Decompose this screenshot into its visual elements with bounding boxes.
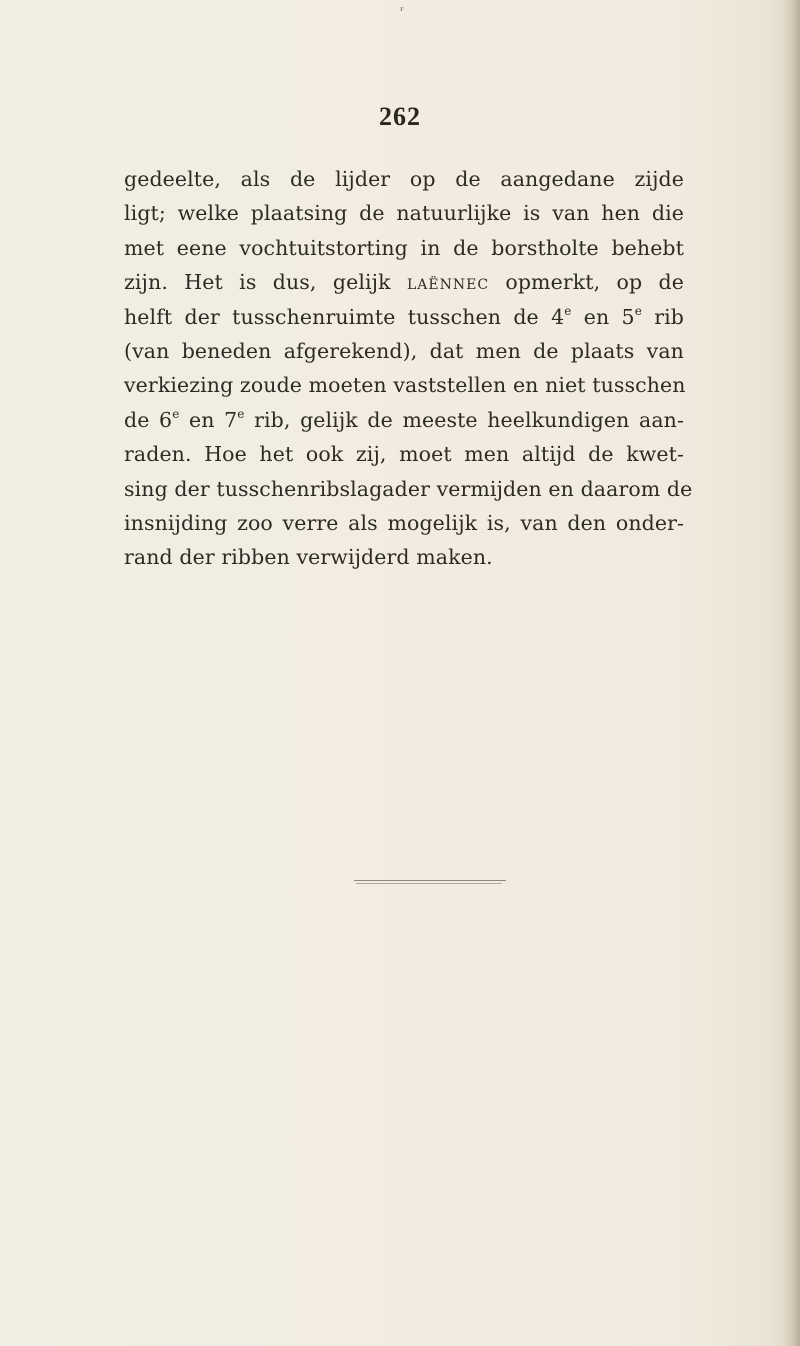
text-line: gedeelte, als de lijder op de aangedane zijde — [124, 167, 684, 191]
text-line: met eene vochtuitstorting in de borstholte behebt — [124, 235, 684, 260]
page-number: 262 — [379, 102, 421, 131]
text-fragment: rib, gelijk de meeste heelkundigen aan- — [244, 407, 684, 432]
text-fragment: rib — [641, 304, 684, 329]
page-edge-shadow — [782, 0, 800, 1346]
ordinal-superscript: e — [172, 406, 180, 421]
text-line: rand der ribben verwijderd maken. — [124, 545, 493, 570]
text-fragment: en 7 — [179, 407, 238, 432]
text-fragment: de 6 — [124, 407, 173, 432]
text-line — [124, 300, 684, 334]
text-line: ligt; welke plaatsing de natuurlijke is van hen die — [124, 201, 684, 226]
text-line — [124, 403, 684, 437]
section-divider — [356, 883, 502, 884]
ordinal-superscript: e — [564, 303, 572, 318]
text-fragment: en 5 — [571, 304, 635, 329]
text-line: sing der tusschenribslagader vermijden en daarom de — [124, 476, 693, 501]
text-line: verkiezing zoude moeten vaststellen en niet tusschen — [124, 373, 686, 398]
text-line: raden. Hoe het ook zij, moet men altijd de kwet- — [124, 442, 684, 467]
text-fragment: opmerkt, op de — [489, 270, 685, 295]
section-divider — [354, 880, 506, 881]
text-line: (van beneden afgerekend), dat men de plaats van — [124, 338, 684, 363]
text-line: insnijding zoo verre als mogelijk is, van den onder- — [124, 510, 684, 535]
body-text — [124, 162, 693, 575]
author-name: laënnec — [406, 270, 490, 295]
top-ink-mark: ʳ — [400, 4, 405, 18]
text-fragment: zijn. Het is dus, gelijk — [124, 270, 407, 295]
text-fragment: helft der tusschenruimte tusschen de 4 — [124, 304, 565, 329]
ordinal-superscript: e — [634, 303, 642, 318]
text-line — [124, 265, 684, 299]
ordinal-superscript: e — [237, 406, 245, 421]
